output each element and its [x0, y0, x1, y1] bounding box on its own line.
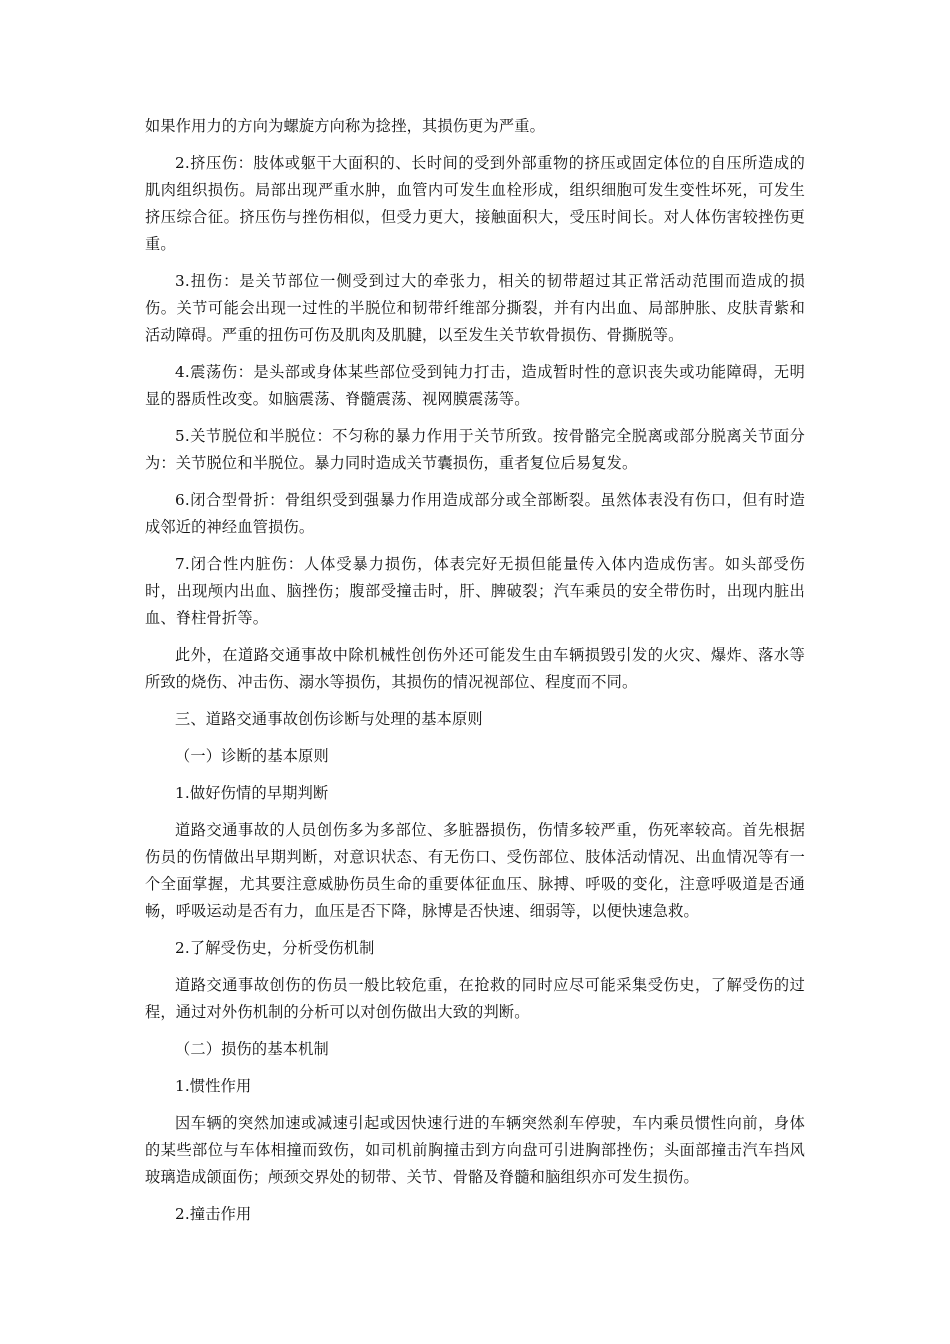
paragraph: 2.撞击作用 [175, 1205, 252, 1223]
paragraph: 1.做好伤情的早期判断 [175, 784, 329, 802]
paragraph: 2.挤压伤：肢体或躯干大面积的、长时间的受到外部重物的挤压或固定体位的自压所造成的肌肉组织损伤。局部出现严重水肿，血管内可发生血栓形成，组织细胞可发生变性坏死，可发生挤压综合征。挤压伤与挫伤相似，但受力更大，接触面积大，受压时间长。对人体伤害较挫伤更重。 [145, 154, 805, 253]
paragraph: 因车辆的突然加速或减速引起或因快速行进的车辆突然刹车停驶，车内乘员惯性向前，身体的某些部位与车体相撞而致伤，如司机前胸撞击到方向盘可引进胸部挫伤；头面部撞击汽车挡风玻璃造成颌面伤；颅颈交界处的韧带、关节、骨骼及脊髓和脑组织亦可发生损伤。 [145, 1114, 805, 1186]
paragraph: 7.闭合性内脏伤：人体受暴力损伤，体表完好无损但能量传入体内造成伤害。如头部受伤时，出现颅内出血、脑挫伤；腹部受撞击时，肝、脾破裂；汽车乘员的安全带伤时，出现内脏出血、脊柱骨折等。 [145, 555, 805, 627]
paragraph: （二）损伤的基本机制 [175, 1040, 329, 1058]
paragraph: 三、道路交通事故创伤诊断与处理的基本原则 [175, 710, 483, 728]
paragraph: 4.震荡伤：是头部或身体某些部位受到钝力打击，造成暂时性的意识丧失或功能障碍，无明显的器质性改变。如脑震荡、脊髓震荡、视网膜震荡等。 [145, 363, 805, 408]
paragraph: 道路交通事故的人员创伤多为多部位、多脏器损伤，伤情多较严重，伤死率较高。首先根据伤员的伤情做出早期判断，对意识状态、有无伤口、受伤部位、肢体活动情况、出血情况等有一个全面掌握，尤其要注意威胁伤员生命的重要体征血压、脉搏、呼吸的变化，注意呼吸道是否通畅，呼吸运动是否有力，血压是否下降，脉博是否快速、细弱等，以便快速急救。 [145, 821, 805, 920]
paragraph: 道路交通事故创伤的伤员一般比较危重，在抢救的同时应尽可能采集受伤史，了解受伤的过程，通过对外伤机制的分析可以对创伤做出大致的判断。 [145, 976, 805, 1021]
paragraph: 6.闭合型骨折：骨组织受到强暴力作用造成部分或全部断裂。虽然体表没有伤口，但有时造成邻近的神经血管损伤。 [145, 491, 805, 536]
document-body [145, 113, 805, 1238]
paragraph: 如果作用力的方向为螺旋方向称为捻挫，其损伤更为严重。 [145, 117, 546, 135]
paragraph: 2.了解受伤史，分析受伤机制 [175, 939, 375, 957]
paragraph: 5.关节脱位和半脱位：不匀称的暴力作用于关节所致。按骨骼完全脱离或部分脱离关节面分为：关节脱位和半脱位。暴力同时造成关节囊损伤，重者复位后易复发。 [145, 427, 805, 472]
paragraph: 1.惯性作用 [175, 1077, 252, 1095]
paragraph: 3.扭伤：是关节部位一侧受到过大的牵张力，相关的韧带超过其正常活动范围而造成的损伤。关节可能会出现一过性的半脱位和韧带纤维部分撕裂，并有内出血、局部肿胀、皮肤青紫和活动障碍。严重的扭伤可伤及肌肉及肌腱，以至发生关节软骨损伤、骨撕脱等。 [145, 272, 805, 344]
paragraph: （一）诊断的基本原则 [175, 747, 329, 765]
paragraph: 此外，在道路交通事故中除机械性创伤外还可能发生由车辆损毁引发的火灾、爆炸、落水等所致的烧伤、冲击伤、溺水等损伤，其损伤的情况视部位、程度而不同。 [145, 646, 805, 691]
